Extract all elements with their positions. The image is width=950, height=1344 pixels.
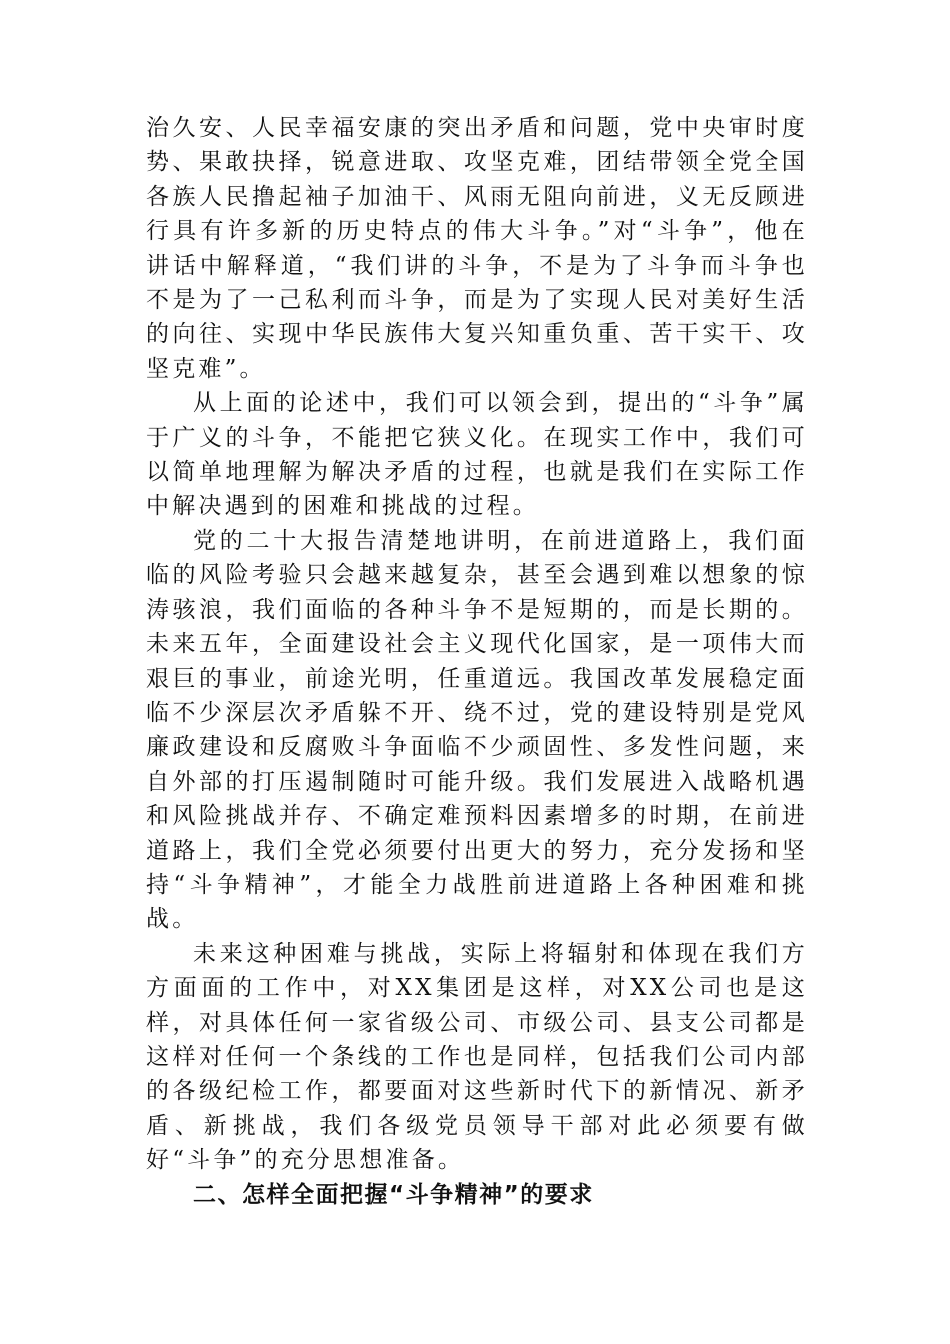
- document-page: [146, 111, 808, 1212]
- paragraph-4: 未来这种困难与挑战，实际上将辐射和体现在我们方方面面的工作中，对XX集团是这样，对XX公司也是这样，对具体任何一家省级公司、市级公司、县支公司都是这样对任何一个条线的工作也是同样，包括我们公司内部的各级纪检工作，都要面对这些新时代下的新情况、新矛盾、新挑战，我们各级党员领导干部对此必须要有做好“斗争”的充分思想准备。: [146, 940, 808, 1174]
- paragraph-3: 党的二十大报告清楚地讲明，在前进道路上，我们面临的风险考验只会越来越复杂，甚至会遇到难以想象的惊涛骇浪，我们面临的各种斗争不是短期的，而是长期的。未来五年，全面建设社会主义现代化国家，是一项伟大而艰巨的事业，前途光明，任重道远。我国改革发展稳定面临不少深层次矛盾躲不开、绕不过，党的建设特别是党风廉政建设和反腐败斗争面临不少顽固性、多发性问题，来自外部的打压遏制随时可能升级。我们发展进入战略机遇和风险挑战并存、不确定难预料因素增多的时期，在前进道路上，我们全党必须要付出更大的努力，充分发扬和坚持“斗争精神”，才能全力战胜前进道路上各种困难和挑战。: [146, 527, 808, 933]
- paragraph-1: 治久安、人民幸福安康的突出矛盾和问题，党中央审时度势、果敢抉择，锐意进取、攻坚克难，团结带领全党全国各族人民撸起袖子加油干、风雨无阻向前进，义无反顾进行具有许多新的历史特点的伟大斗争。”对“斗争”，他在讲话中解释道，“我们讲的斗争，不是为了斗争而斗争也不是为了一己私利而斗争，而是为了实现人民对美好生活的向往、实现中华民族伟大复兴知重负重、苦干实干、攻坚克难”。: [146, 115, 808, 382]
- section-heading: 二、怎样全面把握“斗争精神”的要求: [193, 1181, 594, 1208]
- paragraph-2: 从上面的论述中，我们可以领会到，提出的“斗争”属于广义的斗争，不能把它狭义化。在现实工作中，我们可以简单地理解为解决矛盾的过程，也就是我们在实际工作中解决遇到的困难和挑战的过程。: [146, 390, 808, 520]
